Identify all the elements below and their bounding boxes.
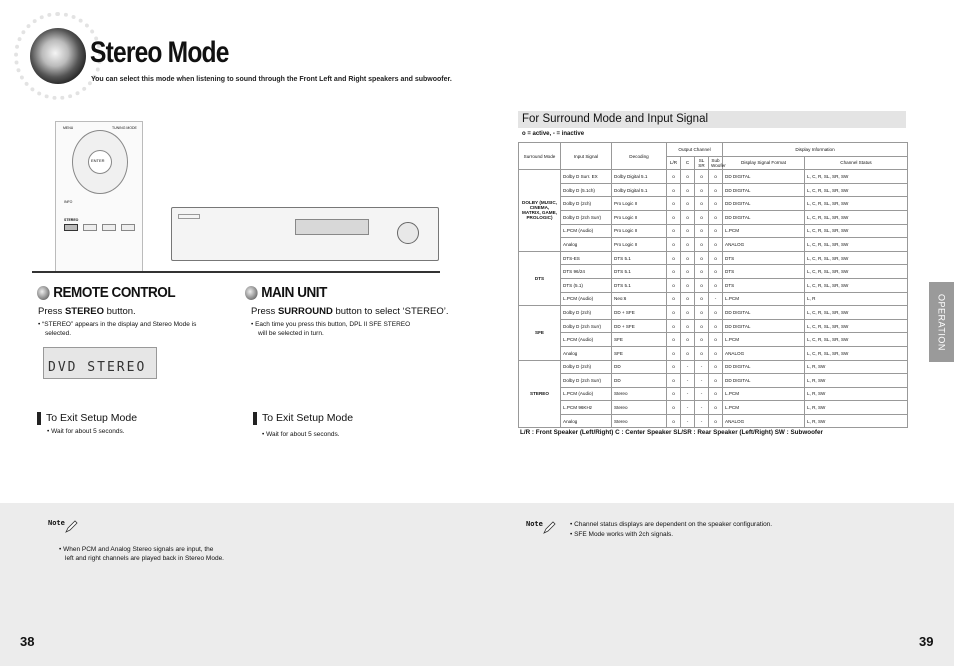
page-number-right: 39 xyxy=(919,634,934,649)
surround-mode-table xyxy=(518,142,908,428)
main-unit-bullet: • Each time you press this button, DPL II SFE STEREO xyxy=(251,321,411,328)
table-cell: o xyxy=(681,170,695,184)
table-cell: o xyxy=(667,251,681,265)
table-cell: o xyxy=(709,333,723,347)
table-cell: o xyxy=(681,251,695,265)
table-cell: DD DIGITAL xyxy=(723,360,805,374)
table-cell: o xyxy=(667,265,681,279)
table-cell: L, R, SW xyxy=(805,360,908,374)
table-cell: o xyxy=(667,360,681,374)
table-footnote: L/R : Front Speaker (Left/Right) C : Center Speaker SL/SR : Rear Speaker (Left/Right) SW : Subwoofer xyxy=(520,429,823,436)
page-subtitle: You can select this mode when listening to sound through the Front Left and Right speakers and subwoofer. xyxy=(91,76,452,83)
remote-info-label: INFO xyxy=(64,200,73,204)
table-row xyxy=(519,374,908,388)
table-cell: Dolby Digital 5.1 xyxy=(612,183,667,197)
table-cell: L.PCM xyxy=(723,292,805,306)
surround-mode-cell: DOLBY (MUSIC, CINEMA, MATRIX, GAME, PROLOGIC) xyxy=(519,170,561,252)
note-left-line2: left and right channels are played back in Stereo Mode. xyxy=(65,555,224,562)
table-header-cell: Decoding xyxy=(612,143,667,170)
table-cell: L, C, R, SL, SR, SW xyxy=(805,265,908,279)
table-cell: Pro Logic II xyxy=(612,238,667,252)
table-cell: o xyxy=(681,183,695,197)
table-cell: Dolby D (2ch) xyxy=(561,360,612,374)
table-cell: o xyxy=(681,292,695,306)
table-cell: Dolby D (2ch Surr) xyxy=(561,374,612,388)
table-header-cell: SL SR xyxy=(695,156,709,170)
table-cell: o xyxy=(695,224,709,238)
table-cell: o xyxy=(709,360,723,374)
table-cell: o xyxy=(709,346,723,360)
table-cell: DTS (5.1) xyxy=(561,278,612,292)
table-cell: o xyxy=(667,224,681,238)
table-cell: o xyxy=(667,401,681,415)
note-right-line1: • Channel status displays are dependent on the speaker configuration. xyxy=(570,521,773,528)
exit-bar-icon xyxy=(37,412,41,425)
pencil-icon xyxy=(542,521,556,535)
table-row xyxy=(519,238,908,252)
table-row xyxy=(519,387,908,401)
main-exit-title: To Exit Setup Mode xyxy=(262,412,354,424)
table-header-row xyxy=(519,143,908,157)
table-cell: o xyxy=(695,333,709,347)
page-number-left: 38 xyxy=(20,634,35,649)
table-cell: o xyxy=(681,238,695,252)
table-row xyxy=(519,278,908,292)
remote-bullet-cont: selected. xyxy=(45,330,72,337)
note-label-right: Note xyxy=(526,520,543,528)
table-cell: - xyxy=(681,374,695,388)
table-cell: Stereo xyxy=(612,414,667,428)
table-cell: DD + SFE xyxy=(612,306,667,320)
table-cell: L, C, R, SL, SR, SW xyxy=(805,224,908,238)
table-cell: DD DIGITAL xyxy=(723,374,805,388)
table-row xyxy=(519,265,908,279)
table-cell: DTS xyxy=(723,278,805,292)
table-cell: L, C, R, SL, SR, SW xyxy=(805,319,908,333)
table-cell: L, C, R, SL, SR, SW xyxy=(805,197,908,211)
notes-panel xyxy=(0,503,954,666)
note-label-left: Note xyxy=(48,519,65,527)
pencil-icon xyxy=(64,520,78,534)
table-row xyxy=(519,197,908,211)
table-cell: Dolby D (5.1ch) xyxy=(561,183,612,197)
table-cell: Dolby Digital 5.1 xyxy=(612,170,667,184)
table-row xyxy=(519,210,908,224)
remote-tuning-label: TUNING MODE xyxy=(112,126,137,130)
table-cell: DTS xyxy=(723,265,805,279)
main-unit-heading xyxy=(245,284,327,301)
table-cell: o xyxy=(709,265,723,279)
table-cell: SFE xyxy=(612,333,667,347)
table-heading: For Surround Mode and Input Signal xyxy=(518,111,906,128)
table-cell: - xyxy=(695,414,709,428)
table-cell: o xyxy=(695,197,709,211)
table-cell: SFE xyxy=(612,346,667,360)
table-cell: o xyxy=(667,374,681,388)
table-cell: o xyxy=(709,238,723,252)
table-row xyxy=(519,414,908,428)
table-cell: - xyxy=(695,374,709,388)
table-cell: Pro Logic II xyxy=(612,210,667,224)
remote-stereo-button xyxy=(64,224,78,231)
table-cell: o xyxy=(667,278,681,292)
table-cell: Dolby D (2ch Surr) xyxy=(561,319,612,333)
table-cell: Pro Logic II xyxy=(612,197,667,211)
remote-control-heading xyxy=(37,284,175,301)
note-left-line1: • When PCM and Analog Stereo signals are input, the xyxy=(59,546,214,553)
table-cell: - xyxy=(695,387,709,401)
table-cell: o xyxy=(667,238,681,252)
table-cell: L.PCM xyxy=(723,224,805,238)
table-row xyxy=(519,319,908,333)
table-row xyxy=(519,170,908,184)
table-cell: DTS 96/24 xyxy=(561,265,612,279)
main-exit-text: • Wait for about 5 seconds. xyxy=(262,431,340,438)
main-unit-instruction xyxy=(251,306,448,317)
table-cell: o xyxy=(667,197,681,211)
table-cell: - xyxy=(695,360,709,374)
table-cell: L, R, SW xyxy=(805,401,908,415)
table-cell: L.PCM (Audio) xyxy=(561,333,612,347)
table-cell: o xyxy=(681,306,695,320)
table-cell: o xyxy=(695,251,709,265)
main-press-prefix: Press xyxy=(251,306,278,317)
remote-exit-title: To Exit Setup Mode xyxy=(46,412,138,424)
side-tab-label: OPERATION xyxy=(936,293,947,351)
table-cell: L.PCM xyxy=(723,333,805,347)
table-cell: DD DIGITAL xyxy=(723,183,805,197)
table-cell: o xyxy=(709,210,723,224)
table-cell: L, C, R, SL, SR, SW xyxy=(805,210,908,224)
table-cell: L.PCM xyxy=(723,401,805,415)
section-divider xyxy=(32,271,440,273)
remote-instruction xyxy=(38,306,136,317)
table-header-cell: Output Channel xyxy=(667,143,723,157)
table-cell: o xyxy=(667,183,681,197)
table-cell: Neo:6 xyxy=(612,292,667,306)
table-cell: o xyxy=(709,414,723,428)
lcd-display-text: DVD STEREO xyxy=(48,360,147,375)
table-cell: o xyxy=(667,319,681,333)
table-cell: ANALOG xyxy=(723,238,805,252)
table-row xyxy=(519,251,908,265)
table-cell: - xyxy=(709,292,723,306)
table-cell: o xyxy=(681,333,695,347)
remote-bullet: • “STEREO” appears in the display and Stereo Mode is xyxy=(38,321,197,328)
table-cell: L.PCM 96KHz xyxy=(561,401,612,415)
table-cell: o xyxy=(681,197,695,211)
table-cell: o xyxy=(709,183,723,197)
table-cell: - xyxy=(681,387,695,401)
main-unit-logo xyxy=(178,214,200,219)
table-cell: o xyxy=(709,251,723,265)
table-cell: o xyxy=(709,197,723,211)
remote-press-prefix: Press xyxy=(38,306,65,317)
table-cell: L.PCM xyxy=(723,387,805,401)
table-cell: o xyxy=(695,170,709,184)
table-cell: - xyxy=(681,401,695,415)
table-cell: L.PCM (Audio) xyxy=(561,292,612,306)
table-cell: L, C, R, SL, SR, SW xyxy=(805,278,908,292)
remote-menu-label: MENU xyxy=(63,126,74,130)
table-cell: - xyxy=(681,414,695,428)
table-row xyxy=(519,292,908,306)
table-cell: L, C, R, SL, SR, SW xyxy=(805,183,908,197)
table-cell: L, C, R, SL, SR, SW xyxy=(805,251,908,265)
table-cell: DD DIGITAL xyxy=(723,306,805,320)
table-cell: o xyxy=(667,387,681,401)
table-cell: o xyxy=(667,306,681,320)
table-cell: DTS 5.1 xyxy=(612,265,667,279)
remote-heading-text: REMOTE CONTROL xyxy=(53,284,176,301)
table-row xyxy=(519,306,908,320)
table-cell: DD DIGITAL xyxy=(723,197,805,211)
remote-button xyxy=(102,224,116,231)
table-cell: o xyxy=(695,319,709,333)
table-cell: - xyxy=(695,401,709,415)
table-cell: o xyxy=(667,170,681,184)
table-cell: o xyxy=(681,210,695,224)
table-cell: L, C, R, SL, SR, SW xyxy=(805,306,908,320)
table-header-cell: C xyxy=(681,156,695,170)
table-cell: DD DIGITAL xyxy=(723,210,805,224)
table-header-cell: Display Information xyxy=(723,143,908,157)
speaker-disc-icon xyxy=(30,28,86,84)
table-cell: L, R, SW xyxy=(805,414,908,428)
table-cell: Analog xyxy=(561,346,612,360)
table-cell: Dolby D (2ch Surr) xyxy=(561,210,612,224)
table-cell: DD xyxy=(612,360,667,374)
surround-mode-cell: STEREO xyxy=(519,360,561,428)
table-cell: ANALOG xyxy=(723,414,805,428)
table-cell: o xyxy=(667,333,681,347)
table-cell: Analog xyxy=(561,414,612,428)
table-cell: Pro Logic II xyxy=(612,224,667,238)
table-cell: o xyxy=(681,265,695,279)
table-cell: L, R, SW xyxy=(805,374,908,388)
table-cell: L, C, R, SL, SR, SW xyxy=(805,170,908,184)
table-cell: o xyxy=(709,278,723,292)
operation-side-tab xyxy=(929,282,954,362)
table-cell: o xyxy=(695,210,709,224)
main-press-key: SURROUND xyxy=(277,306,333,317)
table-row xyxy=(519,333,908,347)
table-cell: L, C, R, SL, SR, SW xyxy=(805,238,908,252)
table-header-cell: Input Signal xyxy=(561,143,612,170)
table-cell: o xyxy=(667,414,681,428)
table-cell: o xyxy=(695,346,709,360)
main-unit-display xyxy=(295,219,369,235)
main-unit-bullet-cont: will be selected in turn. xyxy=(258,330,324,337)
table-cell: o xyxy=(681,278,695,292)
main-press-suffix: button to select ‘STEREO’. xyxy=(332,306,449,317)
table-cell: Stereo xyxy=(612,401,667,415)
remote-enter-label: ENTER xyxy=(91,158,105,163)
table-header-cell: Display Signal Format xyxy=(723,156,805,170)
table-row xyxy=(519,183,908,197)
table-cell: DD xyxy=(612,374,667,388)
table-cell: o xyxy=(695,278,709,292)
table-cell: o xyxy=(709,224,723,238)
table-cell: o xyxy=(695,306,709,320)
table-cell: L.PCM (Audio) xyxy=(561,224,612,238)
table-cell: o xyxy=(695,183,709,197)
table-cell: o xyxy=(667,346,681,360)
table-cell: Analog xyxy=(561,238,612,252)
main-unit-heading-icon xyxy=(245,286,258,300)
table-cell: o xyxy=(681,319,695,333)
remote-button xyxy=(83,224,97,231)
table-cell: o xyxy=(709,319,723,333)
table-row xyxy=(519,360,908,374)
table-header-cell: Sub Woofer xyxy=(709,156,723,170)
remote-stereo-label: STEREO xyxy=(64,218,79,222)
table-cell: o xyxy=(709,374,723,388)
table-cell: Dolby D (2ch) xyxy=(561,197,612,211)
table-header-cell: Channel Status xyxy=(805,156,908,170)
table-legend: o = active, - = inactive xyxy=(522,131,585,137)
table-cell: o xyxy=(709,401,723,415)
table-cell: L, C, R, SL, SR, SW xyxy=(805,333,908,347)
table-row xyxy=(519,401,908,415)
table-header-cell: L/R xyxy=(667,156,681,170)
table-cell: Dolby D (2ch) xyxy=(561,306,612,320)
main-unit-heading-text: MAIN UNIT xyxy=(261,284,327,301)
table-cell: DTS 5.1 xyxy=(612,251,667,265)
table-cell: DD DIGITAL xyxy=(723,319,805,333)
note-right-line2: • SFE Mode works with 2ch signals. xyxy=(570,531,674,538)
table-cell: o xyxy=(681,346,695,360)
table-cell: Stereo xyxy=(612,387,667,401)
table-cell: L, C, R, SL, SR, SW xyxy=(805,346,908,360)
remote-button xyxy=(121,224,135,231)
table-cell: L, R xyxy=(805,292,908,306)
table-cell: L.PCM (Audio) xyxy=(561,387,612,401)
table-cell: o xyxy=(695,265,709,279)
table-cell: o xyxy=(709,387,723,401)
remote-press-suffix: button. xyxy=(104,306,136,317)
remote-exit-text: • Wait for about 5 seconds. xyxy=(47,428,125,435)
table-header-cell: Surround Mode xyxy=(519,143,561,170)
remote-press-key: STEREO xyxy=(64,306,104,317)
table-cell: DD DIGITAL xyxy=(723,170,805,184)
exit-bar-icon xyxy=(253,412,257,425)
table-row xyxy=(519,224,908,238)
table-cell: o xyxy=(667,292,681,306)
table-cell: o xyxy=(709,306,723,320)
table-cell: o xyxy=(695,238,709,252)
table-cell: o xyxy=(667,210,681,224)
page-title: Stereo Mode xyxy=(90,36,229,69)
table-cell: L, R, SW xyxy=(805,387,908,401)
table-cell: DTS 5.1 xyxy=(612,278,667,292)
surround-mode-cell: DTS xyxy=(519,251,561,305)
remote-heading-icon xyxy=(37,286,50,300)
table-cell: DD + SFE xyxy=(612,319,667,333)
table-cell: - xyxy=(681,360,695,374)
table-cell: o xyxy=(695,292,709,306)
table-cell: Dolby D Surr. EX xyxy=(561,170,612,184)
main-unit-volume-knob xyxy=(397,222,419,244)
table-cell: o xyxy=(709,170,723,184)
table-cell: DTS-ES xyxy=(561,251,612,265)
table-cell: ANALOG xyxy=(723,346,805,360)
table-cell: DTS xyxy=(723,251,805,265)
surround-mode-cell: SFE xyxy=(519,306,561,360)
table-row xyxy=(519,346,908,360)
table-cell: o xyxy=(681,224,695,238)
